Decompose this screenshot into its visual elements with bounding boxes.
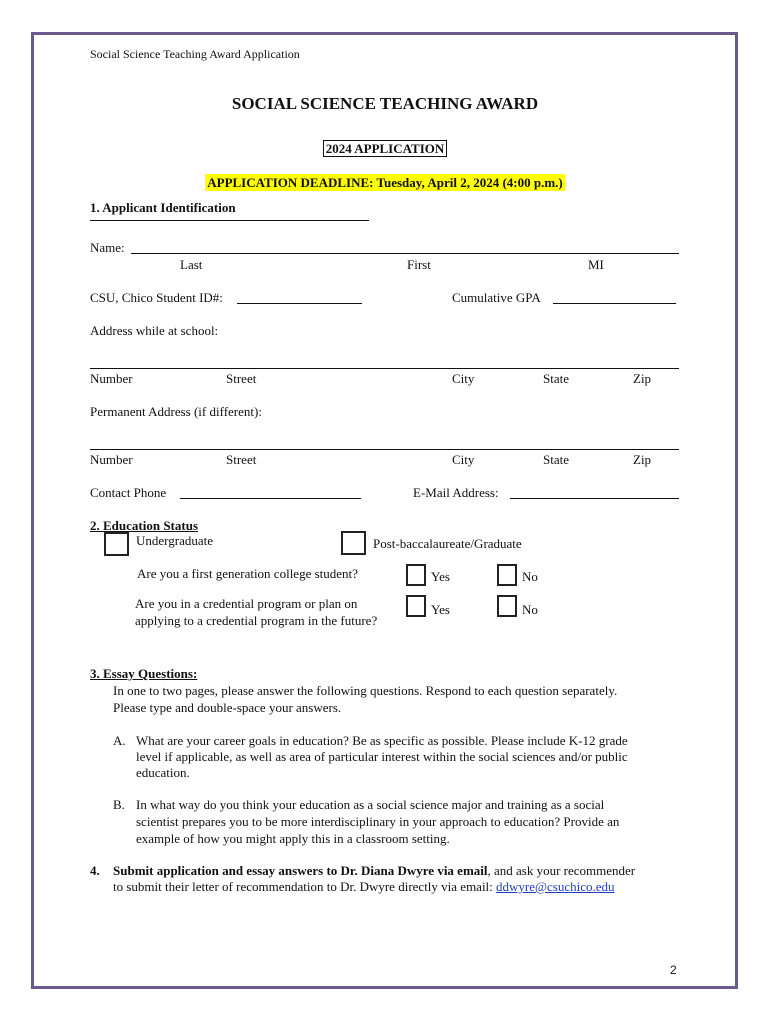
question-a-line1: What are your career goals in education? Be as specific as possible. Please include K-12 grade xyxy=(136,733,628,748)
section2-heading: 2. Education Status xyxy=(90,518,198,533)
school-addr-zip: Zip xyxy=(633,371,652,386)
credential-no-label: No xyxy=(522,602,538,617)
question-a-marker: A. xyxy=(113,733,126,748)
name-field[interactable] xyxy=(131,253,679,254)
email-field[interactable] xyxy=(510,498,679,499)
permanent-address-field[interactable] xyxy=(90,449,679,450)
question-a-line3: education. xyxy=(136,765,190,780)
school-address-label: Address while at school: xyxy=(90,323,219,338)
perm-addr-zip: Zip xyxy=(633,452,652,467)
page-number: 2 xyxy=(670,963,677,977)
school-addr-state: State xyxy=(543,371,569,386)
name-mi-label: MI xyxy=(588,257,604,272)
first-gen-no-checkbox[interactable] xyxy=(497,564,517,586)
first-gen-no-label: No xyxy=(522,569,538,584)
question-b-line1: In what way do you think your education as a social science major and training as a social xyxy=(136,797,605,812)
school-address-field[interactable] xyxy=(90,368,679,369)
school-addr-number: Number xyxy=(90,371,133,386)
student-id-field[interactable] xyxy=(237,303,362,304)
section4-text-rest: , and ask your recommender xyxy=(487,863,636,878)
section4-number: 4. xyxy=(90,863,100,878)
name-label: Name: xyxy=(90,240,125,255)
running-header: Social Science Teaching Award Application xyxy=(90,47,300,61)
phone-label: Contact Phone xyxy=(90,485,167,500)
email-label: E-Mail Address: xyxy=(413,485,499,500)
school-addr-street: Street xyxy=(226,371,257,386)
postbac-checkbox[interactable] xyxy=(341,531,366,555)
first-gen-yes-label: Yes xyxy=(431,569,450,584)
gpa-field[interactable] xyxy=(553,303,676,304)
essay-intro-line2: Please type and double-space your answers. xyxy=(113,700,342,715)
essay-intro-line1: In one to two pages, please answer the following questions. Respond to each question separately. xyxy=(113,683,618,698)
school-addr-city: City xyxy=(452,371,475,386)
application-deadline: APPLICATION DEADLINE: Tuesday, April 2, 2024 (4:00 p.m.) xyxy=(207,175,563,190)
credential-yes-label: Yes xyxy=(431,602,450,617)
undergraduate-checkbox[interactable] xyxy=(104,532,129,556)
dwyre-email-link[interactable]: ddwyre@csuchico.edu xyxy=(496,879,615,894)
name-first-label: First xyxy=(407,257,431,272)
section3-heading: 3. Essay Questions: xyxy=(90,666,198,681)
section4-line2-text: to submit their letter of recommendation to Dr. Dwyre directly via email: xyxy=(113,879,497,894)
section1-heading: 1. Applicant Identification xyxy=(90,200,236,215)
student-id-label: CSU, Chico Student ID#: xyxy=(90,290,223,305)
perm-addr-number: Number xyxy=(90,452,133,467)
question-a-line2: level if applicable, as well as area of particular interest within the social sciences and/or public xyxy=(136,749,628,764)
first-gen-yes-checkbox[interactable] xyxy=(406,564,426,586)
first-gen-question: Are you a first generation college student? xyxy=(137,566,358,581)
question-b-line2: scientist prepares you to be more interdisciplinary in your approach to education? Provide an xyxy=(136,814,620,829)
credential-yes-checkbox[interactable] xyxy=(406,595,426,617)
credential-question-line2: applying to a credential program in the future? xyxy=(135,613,378,628)
section4-line2 xyxy=(113,879,615,895)
question-b-line3: example of how you might apply this in a classroom setting. xyxy=(136,831,450,846)
name-last-label: Last xyxy=(180,257,203,272)
question-b-marker: B. xyxy=(113,797,125,812)
application-year: 2024 APPLICATION xyxy=(323,140,448,157)
perm-addr-state: State xyxy=(543,452,569,467)
section4-line1 xyxy=(113,863,635,879)
perm-addr-city: City xyxy=(452,452,475,467)
gpa-label: Cumulative GPA xyxy=(452,290,541,305)
credential-question-line1: Are you in a credential program or plan on xyxy=(135,596,358,611)
section4-bold-text: Submit application and essay answers to Dr. Diana Dwyre via email xyxy=(113,863,488,878)
perm-addr-street: Street xyxy=(226,452,257,467)
postbac-label: Post-baccalaureate/Graduate xyxy=(373,536,522,551)
credential-no-checkbox[interactable] xyxy=(497,595,517,617)
permanent-address-label: Permanent Address (if different): xyxy=(90,404,262,419)
undergraduate-label: Undergraduate xyxy=(136,533,214,548)
section1-underline xyxy=(90,220,369,221)
document-title: SOCIAL SCIENCE TEACHING AWARD xyxy=(231,94,539,113)
phone-field[interactable] xyxy=(180,498,361,499)
